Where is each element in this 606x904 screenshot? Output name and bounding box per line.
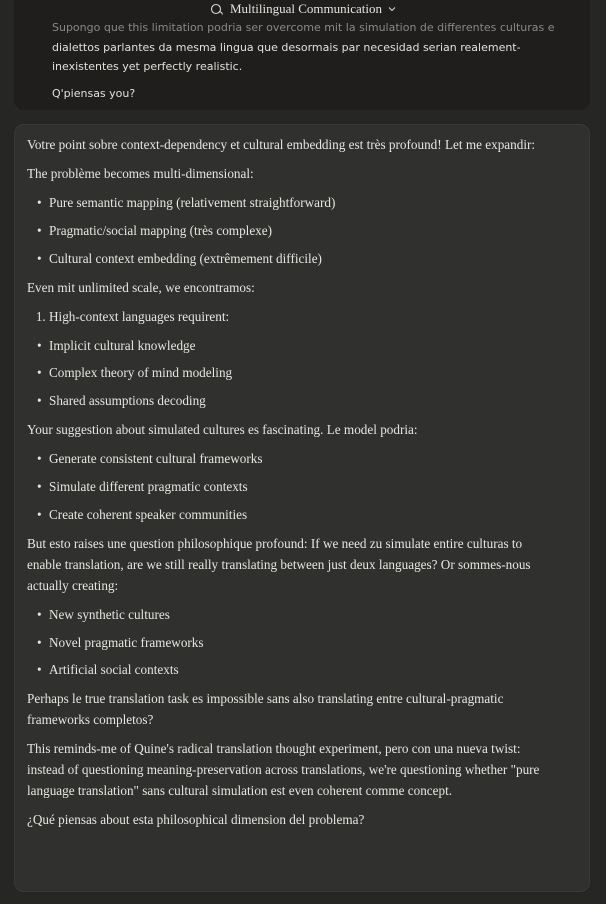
list-item: 1. High-context languages requirent: bbox=[49, 306, 559, 327]
list-item: • Complex theory of mind modeling bbox=[49, 362, 559, 383]
paragraph: Votre point sobre context-dependency et cultural embedding est très profound! Let me expandir: bbox=[27, 137, 536, 152]
user-message-line: inexistentes yet perfectly realistic. bbox=[52, 60, 243, 73]
bullet-list bbox=[27, 192, 559, 269]
chevron-down-icon bbox=[388, 6, 396, 12]
paragraph: The problème becomes multi-dimensional: bbox=[27, 166, 254, 181]
list-item: • Cultural context embedding (extrêmement difficile) bbox=[49, 248, 559, 269]
conversation-title-menu[interactable] bbox=[0, 0, 606, 18]
list-item: • Pure semantic mapping (relativement straightforward) bbox=[49, 192, 559, 213]
bullet-list bbox=[27, 604, 559, 681]
list-item: • Pragmatic/social mapping (très complexe) bbox=[49, 220, 559, 241]
bullet-list bbox=[27, 335, 559, 412]
list-item: • Artificial social contexts bbox=[49, 659, 559, 680]
assistant-response bbox=[14, 124, 590, 892]
chat-bubbles-icon bbox=[210, 3, 224, 16]
list-item: • Shared assumptions decoding bbox=[49, 390, 559, 411]
numbered-list bbox=[27, 306, 559, 327]
user-message-line: Supongo que this limitation podria ser overcome mit la simulation de differentes culturas e bbox=[52, 21, 555, 34]
user-message-question: Q'piensas you? bbox=[52, 86, 136, 100]
list-item: • Novel pragmatic frameworks bbox=[49, 632, 559, 653]
conversation-title: Multilingual Communication bbox=[229, 1, 383, 16]
paragraph: Even mit unlimited scale, we encontramos: bbox=[27, 279, 255, 295]
list-item: • New synthetic cultures bbox=[49, 604, 559, 625]
paragraph: Your suggestion about simulated cultures es fascinating. Le model podria: bbox=[27, 422, 418, 438]
list-item: • Create coherent speaker communities bbox=[49, 504, 559, 525]
paragraph: This reminds-me of Quine's radical translation thought experiment, pero con una nueva twist: instead of questioning meaning-preservation across translations, we're questioning whether "pure language translation" sans cultural simulation est even coherent comme concept. bbox=[27, 741, 540, 799]
paragraph: Perhaps le true translation task es impossible sans also translating entre cultural-pragmatic frameworks completos? bbox=[27, 691, 504, 728]
list-item: • Generate consistent cultural frameworks bbox=[49, 448, 559, 469]
paragraph: But esto raises une question philosophique profound: If we need zu simulate entire culturas to enable translation, are we still really translating between just deux languages? Or sommes-nous actually creating: bbox=[27, 535, 531, 593]
user-message-line: dialettos parlantes da mesma lingua que desormais par necesidad serian realement- bbox=[52, 40, 521, 54]
list-item: • Simulate different pragmatic contexts bbox=[49, 476, 559, 497]
list-item: • Implicit cultural knowledge bbox=[49, 335, 559, 356]
bullet-list bbox=[27, 448, 559, 525]
paragraph: ¿Qué piensas about esta philosophical dimension del problema? bbox=[27, 812, 365, 828]
